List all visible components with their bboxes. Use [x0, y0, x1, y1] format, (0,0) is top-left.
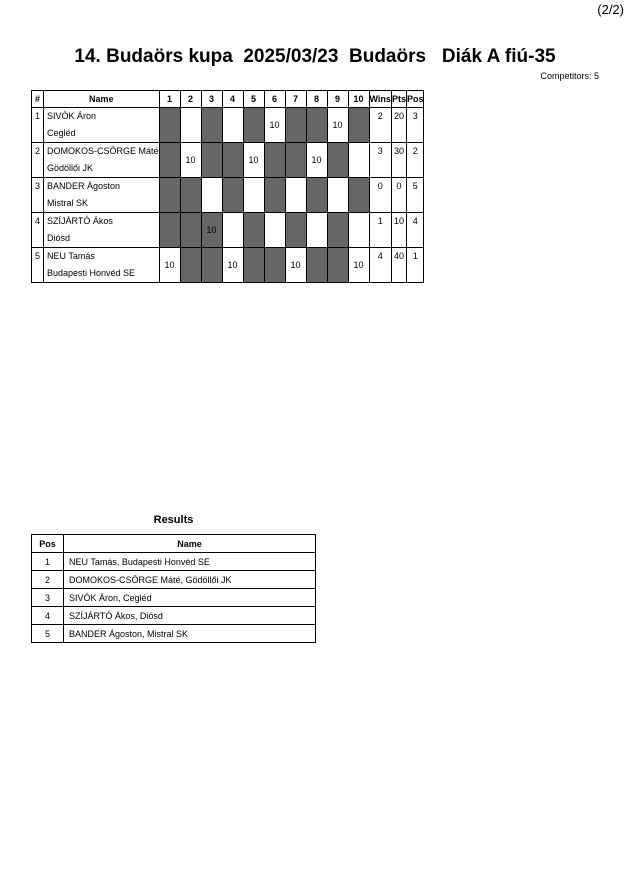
bout-cell [222, 213, 243, 248]
competitor-number: 2 [32, 143, 44, 178]
pool-header-row [32, 91, 424, 108]
header-bout: 7 [285, 91, 306, 108]
bout-cell [180, 213, 201, 248]
competitor-points: 20 [391, 108, 406, 143]
bout-cell [201, 248, 222, 283]
result-name: SZÍJÁRTÓ Ákos, Diósd [64, 607, 316, 625]
competitor-name: SZÍJÁRTÓ Ákos [44, 213, 160, 231]
competitor-club: Gödöllői JK [44, 160, 160, 178]
page-number: (2/2) [597, 2, 624, 17]
header-bout: 1 [159, 91, 180, 108]
bout-cell [264, 248, 285, 283]
bout-cell [222, 143, 243, 178]
competitor-club: Cegléd [44, 125, 160, 143]
competitor-number: 5 [32, 248, 44, 283]
header-bout: 6 [264, 91, 285, 108]
bout-cell [327, 248, 348, 283]
page-title: 14. Budaörs kupa 2025/03/23 Budaörs Diák A fiú-35 [74, 46, 556, 67]
bout-cell [327, 178, 348, 213]
results-row [32, 589, 316, 607]
bout-cell [306, 248, 327, 283]
header-pos: Pos [406, 91, 424, 108]
header-bout: 3 [201, 91, 222, 108]
bout-cell: 10 [180, 143, 201, 178]
bout-cell [327, 143, 348, 178]
pool-table [31, 90, 424, 283]
header-points: Pts [391, 91, 406, 108]
header-bout: 2 [180, 91, 201, 108]
pool-row [32, 213, 424, 231]
competitor-number: 1 [32, 108, 44, 143]
bout-cell [285, 143, 306, 178]
competitor-pos: 2 [406, 143, 424, 178]
competitor-name: DOMOKOS-CSÖRGE Máté [44, 143, 160, 161]
competitor-wins: 4 [369, 248, 391, 283]
competitor-wins: 3 [369, 143, 391, 178]
competitor-name: NEU Tamás [44, 248, 160, 266]
bout-cell [243, 108, 264, 143]
competitor-pos: 3 [406, 108, 424, 143]
results-header-row [32, 535, 316, 553]
competitor-points: 40 [391, 248, 406, 283]
competitor-club: Mistral SK [44, 195, 160, 213]
bout-cell: 10 [201, 213, 222, 248]
result-name: SIVÓK Áron, Cegléd [64, 589, 316, 607]
bout-cell [348, 213, 369, 248]
bout-cell [222, 178, 243, 213]
result-position: 3 [32, 589, 64, 607]
results-row [32, 607, 316, 625]
bout-cell [306, 178, 327, 213]
competitor-points: 0 [391, 178, 406, 213]
competitors-count: Competitors: 5 [540, 71, 599, 81]
header-bout: 4 [222, 91, 243, 108]
bout-cell: 10 [306, 143, 327, 178]
bout-cell [306, 213, 327, 248]
results-table [31, 534, 316, 643]
bout-cell: 10 [327, 108, 348, 143]
pool-row [32, 143, 424, 161]
result-name: DOMOKOS-CSÖRGE Máté, Gödöllői JK [64, 571, 316, 589]
results-row [32, 625, 316, 643]
competitor-wins: 1 [369, 213, 391, 248]
results-header-name: Name [64, 535, 316, 553]
competitor-name: BANDER Ágoston [44, 178, 160, 196]
bout-cell [306, 108, 327, 143]
pool-row [32, 108, 424, 126]
bout-cell [180, 108, 201, 143]
competitor-number: 3 [32, 178, 44, 213]
competitor-name: SIVÓK Áron [44, 108, 160, 126]
bout-cell [285, 213, 306, 248]
bout-cell: 10 [348, 248, 369, 283]
competitor-points: 10 [391, 213, 406, 248]
bout-cell [159, 213, 180, 248]
header-bout: 5 [243, 91, 264, 108]
bout-cell: 10 [243, 143, 264, 178]
competitor-wins: 2 [369, 108, 391, 143]
header-bout: 10 [348, 91, 369, 108]
bout-cell [159, 178, 180, 213]
bout-cell [243, 213, 264, 248]
result-name: BANDER Ágoston, Mistral SK [64, 625, 316, 643]
result-position: 1 [32, 553, 64, 571]
bout-cell: 10 [285, 248, 306, 283]
bout-cell [201, 143, 222, 178]
header-bout: 9 [327, 91, 348, 108]
competitor-club: Budapesti Honvéd SE [44, 265, 160, 283]
bout-cell [348, 178, 369, 213]
competitor-wins: 0 [369, 178, 391, 213]
header-name: Name [44, 91, 160, 108]
results-row [32, 553, 316, 571]
result-position: 2 [32, 571, 64, 589]
bout-cell: 10 [159, 248, 180, 283]
competitor-number: 4 [32, 213, 44, 248]
result-name: NEU Tamás, Budapesti Honvéd SE [64, 553, 316, 571]
bout-cell [243, 178, 264, 213]
bout-cell [264, 143, 285, 178]
bout-cell [180, 178, 201, 213]
bout-cell [327, 213, 348, 248]
pool-row [32, 248, 424, 266]
bout-cell [159, 143, 180, 178]
header-wins: Wins [369, 91, 391, 108]
bout-cell [201, 108, 222, 143]
bout-cell [222, 108, 243, 143]
competitor-pos: 5 [406, 178, 424, 213]
bout-cell [285, 178, 306, 213]
bout-cell [348, 143, 369, 178]
pool-row [32, 178, 424, 196]
bout-cell [285, 108, 306, 143]
competitor-pos: 4 [406, 213, 424, 248]
bout-cell [348, 108, 369, 143]
competitor-club: Diósd [44, 230, 160, 248]
bout-cell [264, 178, 285, 213]
competitor-pos: 1 [406, 248, 424, 283]
bout-cell [264, 213, 285, 248]
results-title: Results [153, 514, 194, 526]
bout-cell [180, 248, 201, 283]
result-position: 5 [32, 625, 64, 643]
competitor-points: 30 [391, 143, 406, 178]
results-header-pos: Pos [32, 535, 64, 553]
bout-cell [159, 108, 180, 143]
header-num: # [32, 91, 44, 108]
bout-cell: 10 [264, 108, 285, 143]
bout-cell: 10 [222, 248, 243, 283]
result-position: 4 [32, 607, 64, 625]
header-bout: 8 [306, 91, 327, 108]
bout-cell [243, 248, 264, 283]
results-row [32, 571, 316, 589]
bout-cell [201, 178, 222, 213]
